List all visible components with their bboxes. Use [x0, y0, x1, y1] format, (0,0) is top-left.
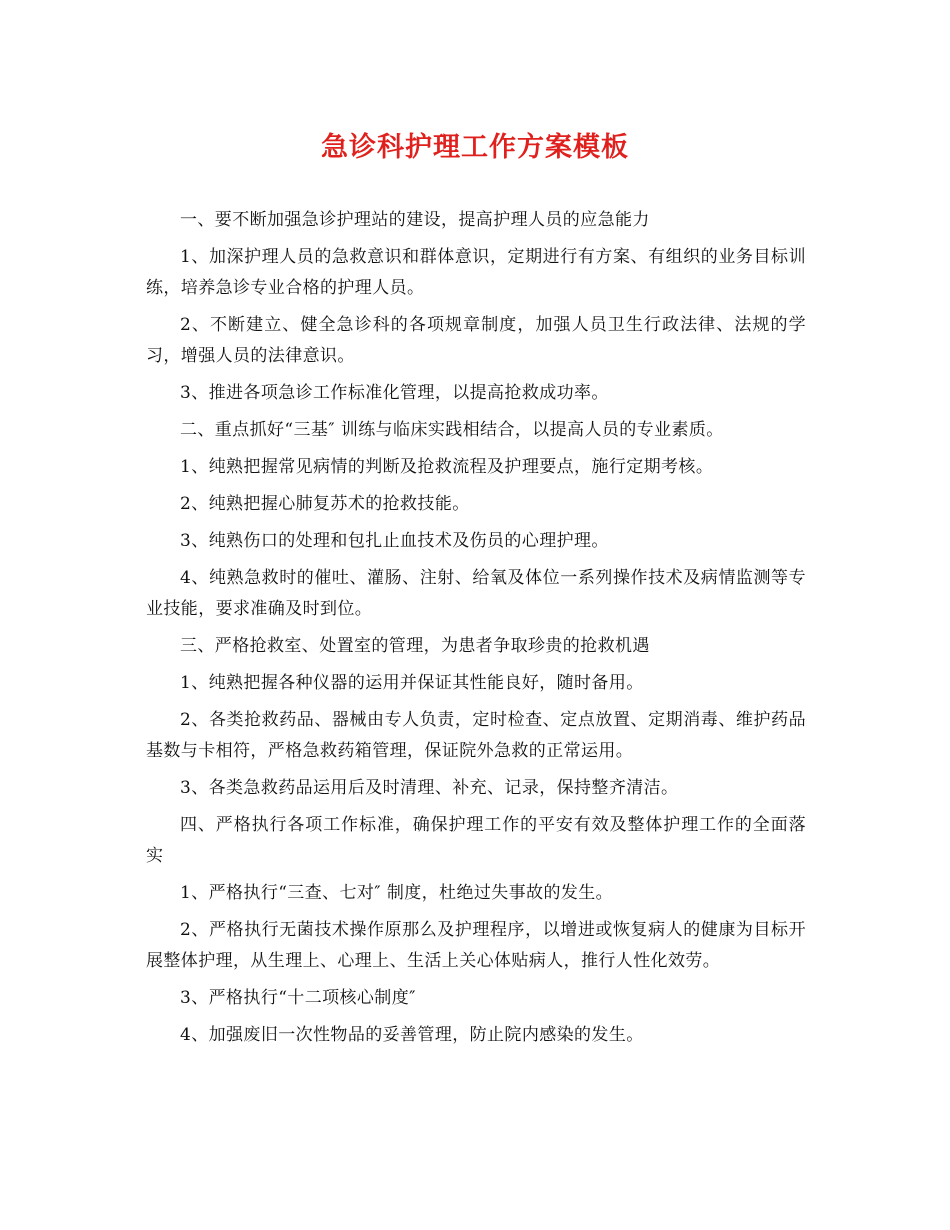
paragraph: 4、加强废旧一次性物品的妥善管理，防止院内感染的发生。 — [180, 1025, 644, 1045]
paragraph: 2、严格执行无菌技术操作原那么及护理程序，以增进或恢复病人的健康为目标开展整体护理，从生理上、心理上、生活上关心体贴病人，推行人性化效劳。 — [146, 920, 806, 971]
paragraph: 2、各类抢救药品、器械由专人负责，定时检查、定点放置、定期消毒、维护药品基数与卡相符，严格急救药箱管理，保证院外急救的正常运用。 — [146, 710, 806, 761]
paragraph: 1、纯熟把握各种仪器的运用并保证其性能良好，随时备用。 — [180, 673, 644, 693]
paragraph: 4、纯熟急救时的催吐、灌肠、注射、给氧及体位一系列操作技术及病情监测等专业技能，要求准确及时到位。 — [146, 568, 806, 619]
paragraph: 1、加深护理人员的急救意识和群体意识，定期进行有方案、有组织的业务目标训练，培养急诊专业合格的护理人员。 — [146, 247, 806, 298]
paragraph: 3、纯熟伤口的处理和包扎止血技术及伤员的心理护理。 — [180, 531, 609, 551]
paragraph: 四、严格执行各项工作标准，确保护理工作的平安有效及整体护理工作的全面落实 — [146, 815, 806, 866]
paragraph: 三、严格抢救室、处置室的管理，为患者争取珍贵的抢救机遇 — [180, 636, 650, 656]
paragraph: 一、要不断加强急诊护理站的建设，提高护理人员的应急能力 — [180, 210, 650, 230]
paragraph: 3、各类急救药品运用后及时清理、补充、记录，保持整齐清洁。 — [180, 778, 679, 798]
paragraph: 2、不断建立、健全急诊科的各项规章制度，加强人员卫生行政法律、法规的学习，增强人员的法律意识。 — [146, 315, 806, 366]
paragraph: 二、重点抓好“三基″ 训练与临床实践相结合，以提高人员的专业素质。 — [180, 420, 724, 440]
document-body — [146, 205, 806, 1057]
paragraph: 3、严格执行“十二项核心制度″ — [180, 988, 416, 1008]
paragraph: 1、严格执行“三查、七对″ 制度，杜绝过失事故的发生。 — [180, 883, 614, 903]
document-title: 急诊科护理工作方案模板 — [321, 132, 629, 163]
paragraph: 3、推进各项急诊工作标准化管理，以提高抢救成功率。 — [180, 383, 609, 403]
paragraph: 2、纯熟把握心肺复苏术的抢救技能。 — [180, 494, 470, 514]
paragraph: 1、纯熟把握常见病情的判断及抢救流程及护理要点，施行定期考核。 — [180, 457, 714, 477]
